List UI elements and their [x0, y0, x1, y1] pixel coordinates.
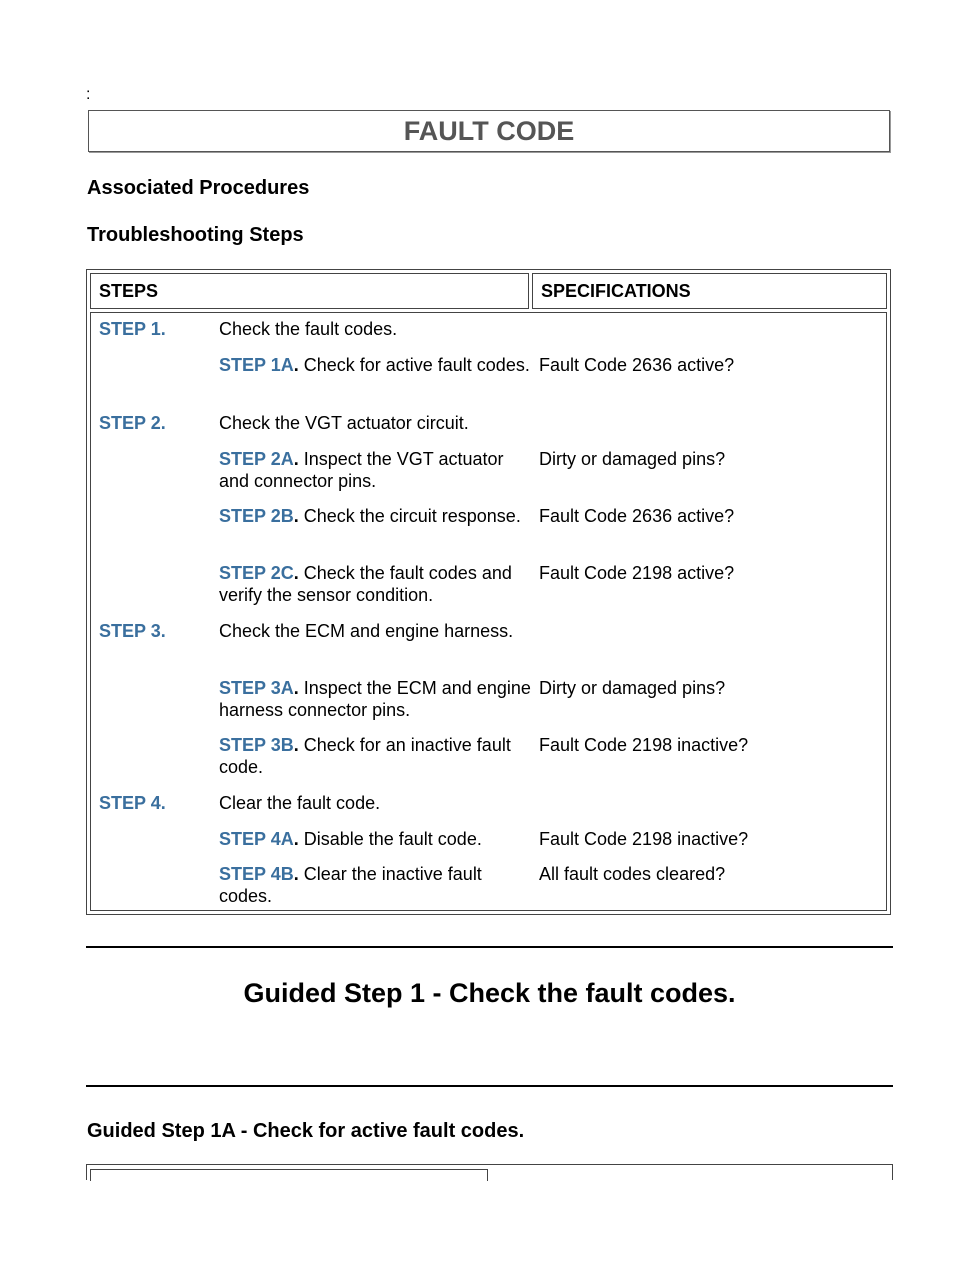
step-text: Check for an inactive fault code.: [219, 735, 511, 777]
specification: Fault Code 2636 active?: [539, 506, 735, 526]
step-description: STEP 2B. Check the circuit response.: [219, 506, 521, 526]
guided-step-table: [86, 1164, 893, 1180]
guided-step-1-title: Guided Step 1 - Check the fault codes.: [243, 978, 736, 1008]
substep-link[interactable]: STEP 4A: [219, 829, 294, 849]
substep-link[interactable]: STEP 1A: [219, 355, 294, 375]
step-number-link[interactable]: STEP 1.: [99, 319, 166, 339]
substep-link[interactable]: STEP 2B: [219, 506, 294, 526]
substep-link[interactable]: STEP 3B: [219, 735, 294, 755]
step-description: STEP 2A. Inspect the VGT actuator and connector pins.: [219, 449, 504, 491]
step-description: [219, 318, 531, 340]
specification: Fault Code 2198 inactive?: [539, 735, 749, 755]
step-number-link[interactable]: STEP 4.: [99, 793, 166, 813]
step-text: Clear the fault code.: [219, 793, 381, 813]
specification: Fault Code 2636 active?: [539, 355, 735, 375]
step-text: Check the fault codes.: [219, 319, 398, 339]
substep-link[interactable]: STEP 2C: [219, 563, 294, 583]
specification: Dirty or damaged pins?: [539, 678, 726, 698]
step-text: Check the fault codes and verify the sensor condition.: [219, 563, 512, 605]
steps-table-body: [90, 312, 887, 911]
step-text: Check the VGT actuator circuit.: [219, 413, 469, 433]
step-text: Inspect the ECM and engine harness connector pins.: [219, 678, 531, 720]
step-description: [219, 792, 531, 814]
page-title: FAULT CODE: [88, 110, 890, 152]
guided-step-table-cell: [90, 1169, 488, 1181]
step-description: STEP 4B. Clear the inactive fault codes.: [219, 864, 482, 906]
step-description: STEP 3B. Check for an inactive fault code.: [219, 735, 511, 777]
step-number-link[interactable]: STEP 2.: [99, 413, 166, 433]
associated-procedures-heading: Associated Procedures: [87, 177, 310, 199]
section-divider: [86, 1085, 893, 1087]
step-description: STEP 1A. Check for active fault codes.: [219, 355, 530, 375]
specification: Fault Code 2198 active?: [539, 563, 735, 583]
substep-link[interactable]: STEP 2A: [219, 449, 294, 469]
section-divider: [86, 946, 893, 948]
specification: All fault codes cleared?: [539, 864, 726, 884]
substep-link[interactable]: STEP 3A: [219, 678, 294, 698]
step-description: STEP 3A. Inspect the ECM and engine harness connector pins.: [219, 678, 531, 720]
step-number-link[interactable]: STEP 3.: [99, 621, 166, 641]
specification: Dirty or damaged pins?: [539, 449, 726, 469]
specification: Fault Code 2198 inactive?: [539, 829, 749, 849]
step-text: Check the circuit response.: [298, 506, 521, 526]
header-steps: STEPS: [90, 273, 529, 309]
step-description: [219, 412, 531, 434]
step-text: Check for active fault codes.: [298, 355, 530, 375]
step-text: Check the ECM and engine harness.: [219, 621, 514, 641]
guided-step-1a-heading: Guided Step 1A - Check for active fault codes.: [87, 1120, 525, 1142]
colon-mark: :: [86, 86, 91, 103]
header-specifications: SPECIFICATIONS: [532, 273, 887, 309]
step-description: [219, 620, 531, 642]
substep-link[interactable]: STEP 4B: [219, 864, 294, 884]
step-description: STEP 2C. Check the fault codes and verify the sensor condition.: [219, 563, 512, 605]
steps-table: [86, 269, 891, 915]
step-text: Clear the inactive fault codes.: [219, 864, 482, 906]
step-text: Inspect the VGT actuator and connector pins.: [219, 449, 504, 491]
step-description: STEP 4A. Disable the fault code.: [219, 829, 482, 849]
step-text: Disable the fault code.: [298, 829, 482, 849]
troubleshooting-steps-heading: Troubleshooting Steps: [87, 224, 304, 246]
